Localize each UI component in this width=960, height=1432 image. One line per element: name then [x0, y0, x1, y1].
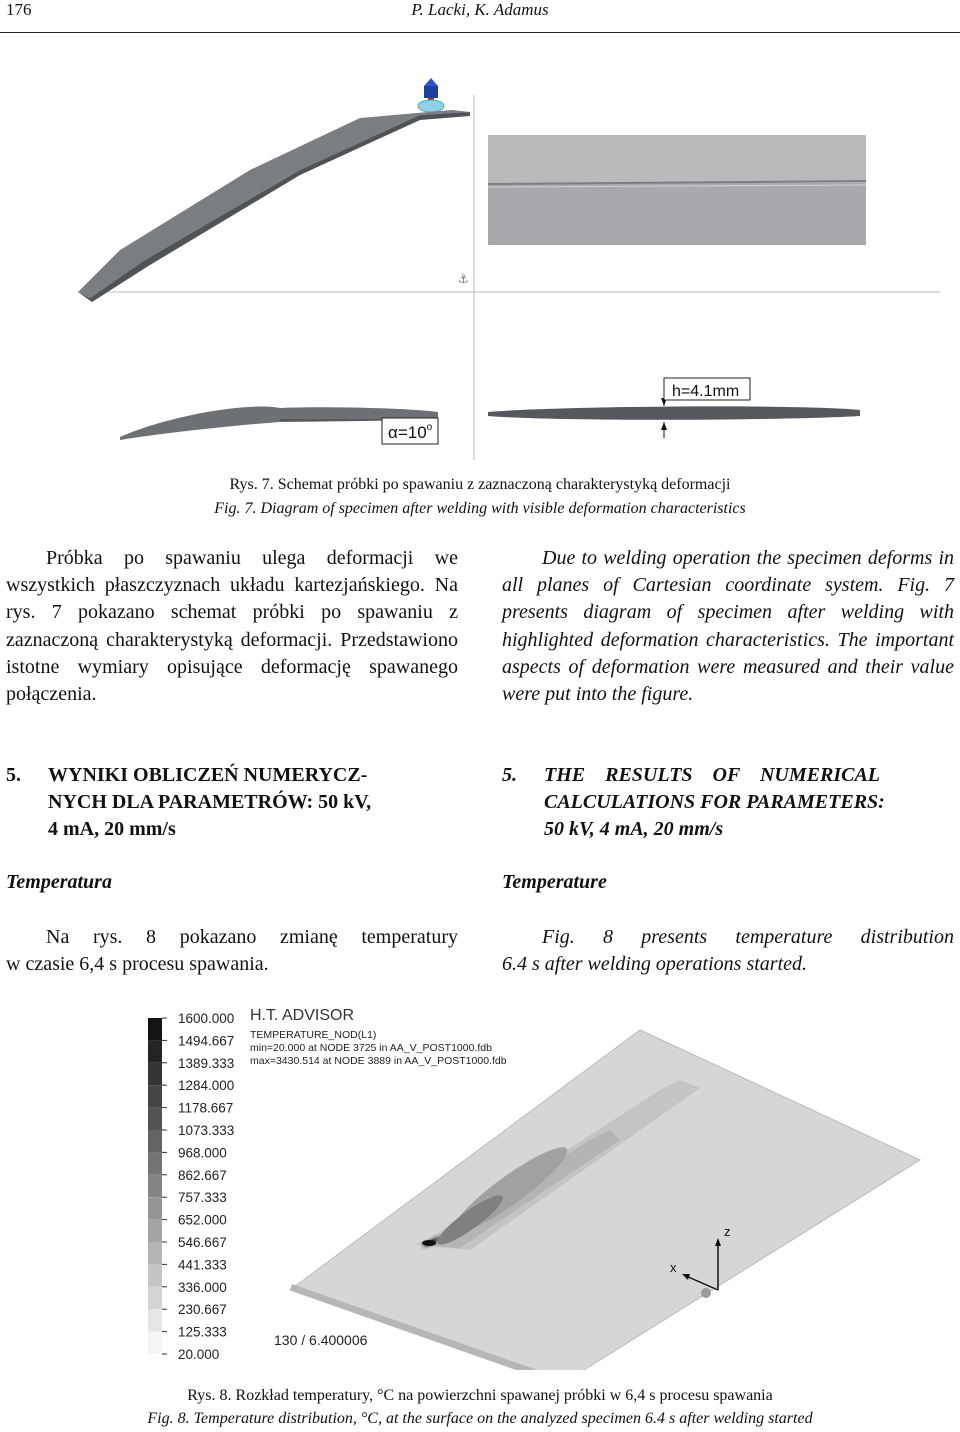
legend-value: 125.333 [178, 1324, 227, 1340]
time-step-label: 130 / 6.400006 [274, 1332, 368, 1348]
figure-8-temperature-map [140, 1000, 960, 1370]
legend-value: 336.000 [178, 1279, 227, 1295]
advisor-title: H.T. ADVISOR [250, 1007, 355, 1024]
legend-value: 1284.000 [178, 1078, 235, 1094]
left-column-paragraph-1: Próbka po spawaniu ulega deformacji we wszystkich płaszczyznach układu kartezjańskiego. Na rys. 7 pokazano schemat próbki po spawaniu z zaznaczoną charakterystyką deformacji. Przedstawiono istotne wymiary opisujące deformację spawanego połączenia. [6, 547, 458, 706]
height-label: h=4.1mm [672, 383, 740, 400]
legend-value: 1389.333 [178, 1055, 235, 1071]
alpha-degree: o [426, 422, 433, 433]
legend-value: 652.000 [178, 1212, 227, 1228]
legend-color-bar [148, 1018, 162, 1354]
specimen-top-view [458, 135, 866, 286]
section-title-line1: WYNIKI OBLICZEŃ NUMERYCZ- [48, 764, 368, 786]
section-number-en: 5. [502, 764, 517, 786]
legend-swatch [148, 1220, 162, 1242]
right-subheading: Temperature [502, 871, 607, 893]
legend-value: 968.000 [178, 1145, 227, 1161]
section-title-line2: NYCH DLA PARAMETRÓW: 50 kV, [48, 791, 372, 813]
section-title-en-line1: THE RESULTS OF NUMERICAL [544, 764, 881, 786]
info-line-1: TEMPERATURE_NOD(L1) [250, 1029, 377, 1041]
section-title-en-line3: 50 kV, 4 mA, 20 mm/s [544, 818, 724, 840]
axis-marker-icon: ⚓ [458, 272, 469, 286]
page-number: 176 [6, 0, 32, 19]
svg-text:α=10o [388, 422, 433, 442]
legend-swatch [148, 1063, 162, 1085]
legend-value: 1600.000 [178, 1011, 235, 1026]
specimen-3d-view [78, 110, 470, 302]
legend-value: 20.000 [178, 1347, 220, 1362]
view-cube-icon [418, 78, 444, 112]
figure-7-specimen-diagram [0, 40, 960, 470]
legend-swatch [148, 1175, 162, 1197]
alpha-label: α=10 [388, 423, 427, 442]
left-column-paragraph-2: Na rys. 8 pokazano zmianę temperatury w czasie 6,4 s procesu spawania. [6, 926, 458, 976]
specimen-side-view-angle [120, 407, 438, 444]
legend-swatch [148, 1085, 162, 1107]
legend-swatch [148, 1264, 162, 1286]
legend-swatch [148, 1242, 162, 1264]
section-number: 5. [6, 764, 21, 786]
right-column-paragraph-2: Fig. 8 presents temperature distribution 6.4 s after welding operations started. [502, 926, 954, 976]
axis-x-label: x [670, 1260, 677, 1275]
header-rule [0, 32, 960, 33]
legend-value: 441.333 [178, 1257, 227, 1273]
legend-swatch [148, 1287, 162, 1309]
legend-value: 1494.667 [178, 1033, 235, 1049]
left-section-heading [6, 762, 458, 847]
legend-swatch [148, 1018, 162, 1040]
legend-swatch [148, 1040, 162, 1062]
figure-8-caption-pl: Rys. 8. Rozkład temperatury, °C na powierzchni spawanej próbki w 6,4 s procesu spawania [187, 1387, 773, 1404]
figure-7-caption-pl: Rys. 7. Schemat próbki po spawaniu z zaznaczoną charakterystyką deformacji [229, 476, 731, 493]
legend-value: 757.333 [178, 1190, 227, 1206]
legend-swatch [148, 1130, 162, 1152]
left-subheading: Temperatura [6, 871, 112, 893]
info-line-2: min=20.000 at NODE 3725 in AA_V_POST1000.fdb [250, 1042, 492, 1054]
legend-labels [162, 1011, 234, 1362]
legend-swatch [148, 1197, 162, 1219]
legend-value: 546.667 [178, 1235, 227, 1250]
right-column-paragraph-1: Due to welding operation the specimen deforms in all planes of Cartesian coordinate system. Fig. 7 presents diagram of specimen after welding with highlighted deformation characteristics. The important aspects of deformation were measured and their value were put into the figure. [502, 547, 954, 706]
right-section-heading [502, 762, 954, 847]
legend-swatch [148, 1108, 162, 1130]
figure-7-caption-en: Fig. 7. Diagram of specimen after welding with visible deformation characteristics [214, 500, 746, 517]
axis-z-label: z [724, 1224, 731, 1239]
legend-value: 1073.333 [178, 1123, 235, 1138]
figure-8-caption-en: Fig. 8. Temperature distribution, °C, at the surface on the analyzed specimen 6.4 s after welding started [147, 1410, 813, 1427]
legend-value: 862.667 [178, 1167, 227, 1183]
section-title-en-line2: CALCULATIONS FOR PARAMETERS: [544, 791, 885, 813]
info-line-3: max=3430.514 at NODE 3889 in AA_V_POST1000.fdb [250, 1055, 507, 1067]
legend-value: 1178.667 [178, 1100, 234, 1116]
legend-swatch [148, 1309, 162, 1331]
legend-swatch [148, 1332, 162, 1354]
legend-swatch [148, 1152, 162, 1174]
specimen-front-view-height [488, 378, 860, 438]
running-header-authors: P. Lacki, K. Adamus [411, 0, 549, 19]
legend-value: 230.667 [178, 1302, 227, 1318]
section-title-line3: 4 mA, 20 mm/s [48, 818, 176, 840]
